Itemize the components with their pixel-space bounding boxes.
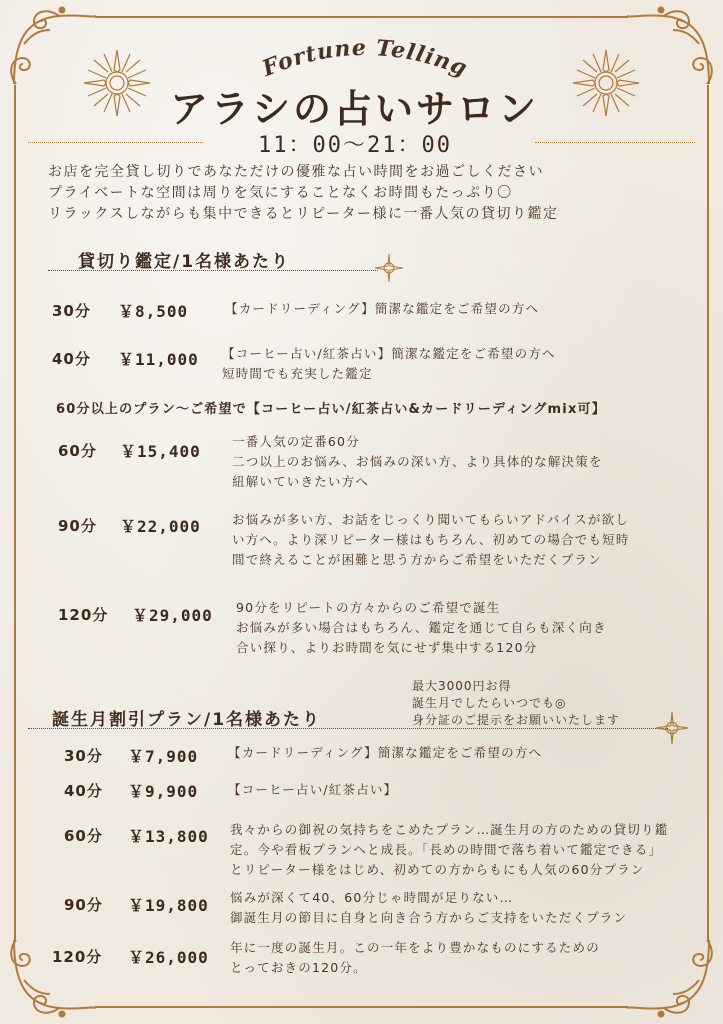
plan-description-line: 90分をリピートの方々からのご希望で誕生 xyxy=(236,600,501,615)
frame-top-line xyxy=(95,16,628,18)
frame-left-line xyxy=(14,85,16,940)
plan-description-line: 定。今や看板プランへと成長。「長めの時間で落ち着いて鑑定できる」 xyxy=(230,842,663,857)
plan-price: ￥9,900 xyxy=(128,782,199,801)
sparkle-icon xyxy=(375,254,403,282)
plan-description-line: 悩みが深くて40、60分じゃ時間が足りない… xyxy=(230,890,514,905)
birthday-notes xyxy=(412,678,620,729)
plan-description-line: 短時間でも充実した鑑定 xyxy=(222,366,373,381)
plan-duration: 30分 xyxy=(64,747,103,765)
plan-description-line: い方へ。より深リピーター様はもちろん、初めての場合でも短時 xyxy=(232,532,630,547)
plan-subheading: 60分以上のプラン〜ご希望で【コーヒー占い/紅茶占い&カードリーディングmix可】 xyxy=(56,402,606,417)
note-line: 誕生月でしたらいつでも◎ xyxy=(412,696,567,710)
intro-line: リラックスしながらも集中できるとリピーター様に一番人気の貸切り鑑定 xyxy=(48,206,559,222)
plan-duration: 30分 xyxy=(52,302,91,320)
sun-icon xyxy=(571,48,641,118)
plan-description xyxy=(225,299,539,319)
plan-description xyxy=(228,780,397,800)
plan-description-line: とっておきの120分。 xyxy=(230,960,367,975)
plan-duration: 90分 xyxy=(64,896,103,914)
plan-description xyxy=(232,510,630,570)
plan-price: ￥29,000 xyxy=(132,606,213,625)
section-title-birthday: 誕生月割引プラン/1名様あたり xyxy=(52,710,322,730)
sparkle-icon xyxy=(656,712,688,744)
plan-duration: 60分 xyxy=(58,442,97,460)
plan-duration: 120分 xyxy=(52,948,103,966)
frame-right-line xyxy=(707,85,709,940)
plan-description xyxy=(236,598,607,658)
ornate-corner-icon xyxy=(624,935,719,1020)
svg-text:Fortune Telling: Fortune Telling xyxy=(258,34,472,82)
plan-price: ￥11,000 xyxy=(118,350,199,369)
header-divider-right xyxy=(535,142,695,143)
plan-description-line: 【カードリーディング】簡潔な鑑定をご希望の方へ xyxy=(228,745,543,760)
plan-price: ￥15,400 xyxy=(120,442,201,461)
business-hours: 11：00〜21：00 xyxy=(258,133,452,158)
plan-description xyxy=(228,743,542,763)
intro-line: プライベートな空間は周りを気にすることなくお時間もたっぷり〇 xyxy=(48,185,513,201)
plan-description-line: 間で終えることが困難と思う方からご希望をいただくプラン xyxy=(232,552,602,567)
plan-price: ￥19,800 xyxy=(128,896,209,915)
plan-description-line: 【コーヒー占い/紅茶占い】 xyxy=(228,782,398,797)
plan-duration: 40分 xyxy=(64,782,103,800)
plan-description-line: 紐解いていきたい方へ xyxy=(232,474,370,489)
plan-description-line: 御誕生月の節目に自身と向き合う方からご支持をいただくプラン xyxy=(230,910,628,925)
plan-description xyxy=(230,888,627,928)
page-title: アラシの占いサロン xyxy=(170,87,540,131)
plan-description-line: とリピーター様をはじめ、初めての方からもにも人気の60分プラン xyxy=(230,862,645,877)
plan-description-line: お悩みが多い方、お話をじっくり聞いてもらいアドバイスが欲し xyxy=(232,512,629,527)
plan-description-line: 合い探り、よりお時間を気にせず集中する120分 xyxy=(236,640,538,655)
plan-duration: 120分 xyxy=(58,606,109,624)
plan-price: ￥7,900 xyxy=(128,747,199,766)
plan-description-line: 二つ以上のお悩み、お悩みの深い方、より具体的な解決策を xyxy=(232,454,603,469)
intro-text xyxy=(48,162,559,225)
plan-price: ￥8,500 xyxy=(118,302,189,321)
plan-description-line: 我々からの御祝の気持ちをこめたプラン…誕生月の方のための貸切り鑑 xyxy=(230,822,669,837)
plan-description-line: 【カードリーディング】簡潔な鑑定をご希望の方へ xyxy=(225,301,540,316)
plan-description-line: 【コーヒー占い/紅茶占い】簡潔な鑑定をご希望の方へ xyxy=(222,346,556,361)
plan-description xyxy=(232,432,603,492)
plan-price: ￥22,000 xyxy=(120,517,201,536)
section-divider xyxy=(28,728,668,729)
plan-duration: 90分 xyxy=(58,517,97,535)
section-divider xyxy=(48,270,378,271)
plan-duration: 60分 xyxy=(64,827,103,845)
plan-description xyxy=(230,820,668,880)
frame-bottom-line xyxy=(95,1006,628,1008)
plan-description-line: お悩みが多い場合はもちろん、鑑定を通じて自らも深く向き xyxy=(236,620,607,635)
note-line: 最大3000円お得 xyxy=(412,679,512,693)
note-line: 身分証のご提示をお願いいたします xyxy=(412,713,621,727)
plan-description-line: 年に一度の誕生月。この一年をより豊かなものにするための xyxy=(230,940,600,955)
plan-description-line: 一番人気の定番60分 xyxy=(232,434,360,449)
header-divider-left xyxy=(28,142,203,143)
intro-line: お店を完全貸し切りであなただけの優雅な占い時間をお過ごしください xyxy=(48,164,544,180)
plan-description xyxy=(222,344,556,384)
plan-price: ￥26,000 xyxy=(128,948,209,967)
plan-price: ￥13,800 xyxy=(128,827,209,846)
section-title-private: 貸切り鑑定/1名様あたり xyxy=(78,252,291,272)
sun-icon xyxy=(82,48,152,118)
plan-description xyxy=(230,938,600,978)
plan-duration: 40分 xyxy=(52,350,91,368)
